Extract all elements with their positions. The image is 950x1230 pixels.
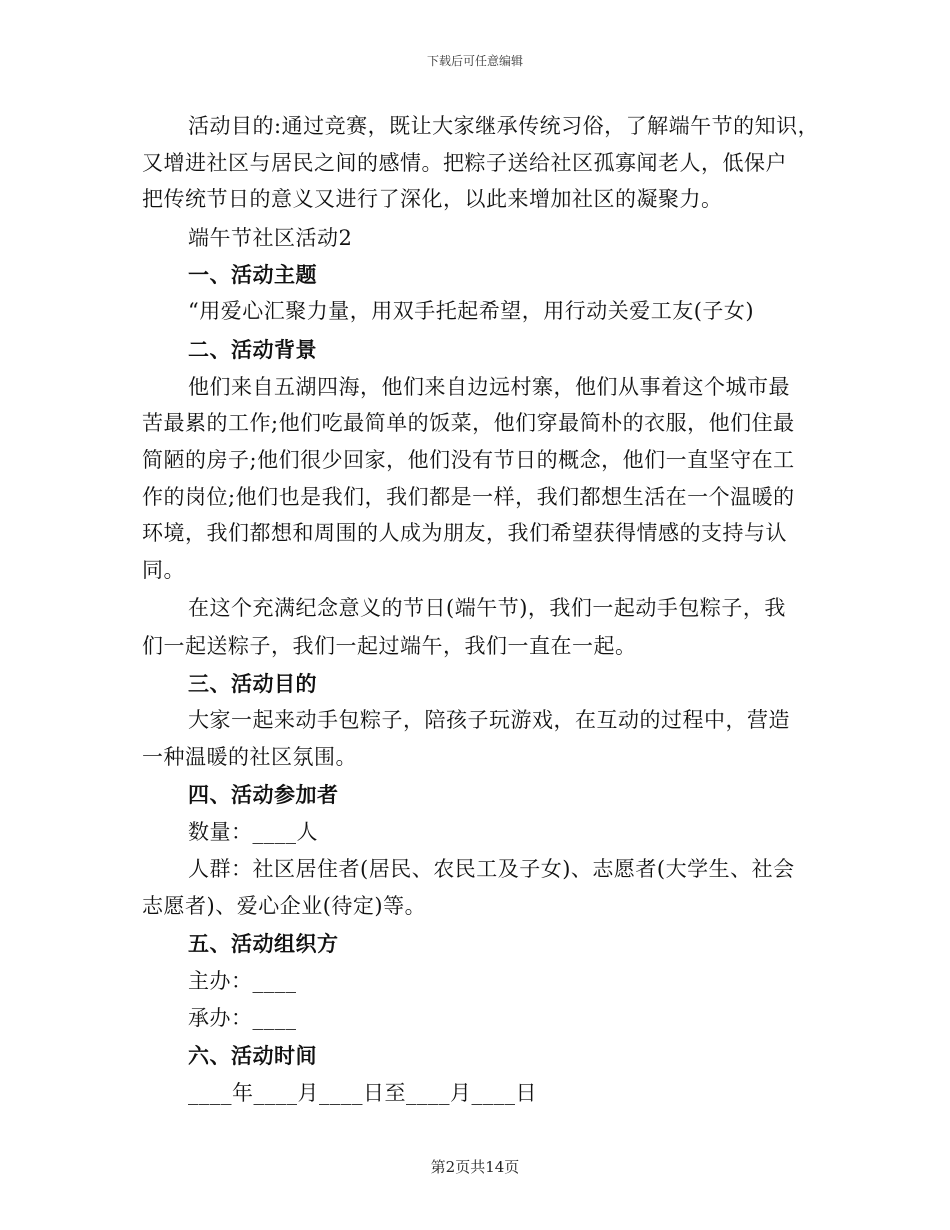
paragraph-line: 又增进社区与居民之间的感情。把粽子送给社区孤寡闻老人，低保户 [142, 151, 787, 175]
paragraph-line: 作的岗位;他们也是我们，我们都是一样，我们都想生活在一个温暖的 [142, 485, 795, 509]
paragraph-line: 们一起送粽子，我们一起过端午，我们一直在一起。 [142, 634, 637, 658]
field-quantity: 数量：____人 [188, 820, 318, 844]
heading-background: 二、活动背景 [188, 337, 317, 362]
paragraph-line: 人群：社区居住者(居民、农民工及子女)、志愿者(大学生、社会 [188, 857, 795, 881]
heading-theme: 一、活动主题 [188, 262, 317, 287]
field-organizer: 承办：____ [188, 1006, 297, 1030]
heading-organizers: 五、活动组织方 [188, 931, 339, 956]
section-title: 端午节社区活动2 [188, 226, 353, 250]
header-note: 下载后可任意编辑 [426, 54, 523, 68]
field-host: 主办：____ [188, 969, 297, 993]
paragraph-line: 在这个充满纪念意义的节日(端午节)，我们一起动手包粽子，我 [188, 596, 786, 620]
paragraph-line: 他们来自五湖四海，他们来自边远村寨，他们从事着这个城市最 [188, 375, 790, 399]
paragraph-line: 一种温暖的社区氛围。 [142, 745, 357, 769]
paragraph-line: 同。 [142, 558, 185, 582]
paragraph-line: 大家一起来动手包粽子，陪孩子玩游戏，在互动的过程中，营造 [188, 708, 790, 732]
paragraph-line: 活动目的:通过竞赛，既让大家继承传统习俗，了解端午节的知识， [188, 114, 820, 138]
field-date: ____年____月____日至____月____日 [188, 1081, 537, 1105]
heading-time: 六、活动时间 [188, 1043, 317, 1068]
paragraph-line: 志愿者)、爱心企业(待定)等。 [142, 894, 427, 918]
paragraph-line: 简陋的房子;他们很少回家，他们没有节日的概念，他们一直坚守在工 [142, 448, 795, 472]
paragraph-line: 把传统节日的意义又进行了深化，以此来增加社区的凝聚力。 [142, 187, 723, 211]
page-number: 第2页共14页 [430, 1158, 520, 1176]
paragraph-line: “用爱心汇聚力量，用双手托起希望，用行动关爱工友(子女) [188, 299, 755, 323]
paragraph-line: 苦最累的工作;他们吃最简单的饭菜，他们穿最简朴的衣服，他们住最 [142, 411, 795, 435]
heading-participants: 四、活动参加者 [188, 782, 339, 807]
heading-purpose: 三、活动目的 [188, 671, 317, 696]
paragraph-line: 环境，我们都想和周围的人成为朋友，我们希望获得情感的支持与认 [142, 521, 787, 545]
